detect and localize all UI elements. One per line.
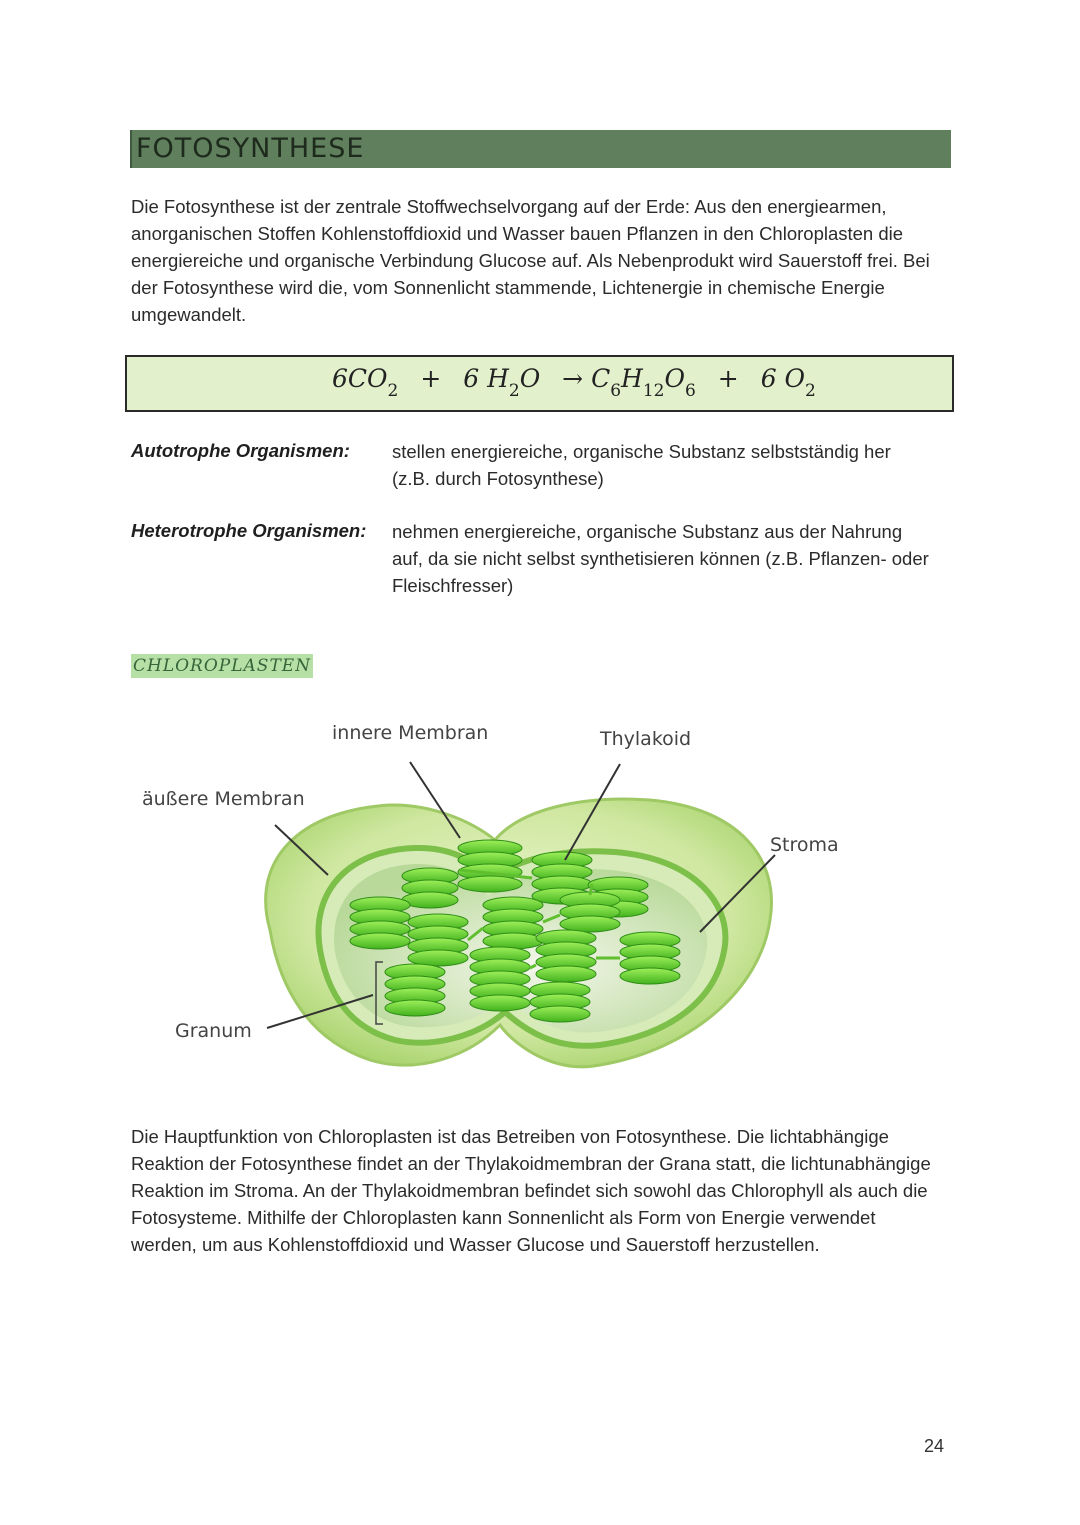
title-bar bbox=[130, 130, 951, 168]
intro-paragraph: Die Fotosynthese ist der zentrale Stoffwechselvorgang auf der Erde: Aus den energiearmen, anorganischen Stoffen Kohlenstoffdioxid und Wasser bauen Pflanzen in den Chloroplasten die energiereiche und organische Verbindung Glucose auf. Als Nebenprodukt wird Sauerstoff frei. Bei der Fotosynthese wird die, vom Sonnenlicht stammende, Lichtenergie in chemische Energie umgewandelt. bbox=[131, 196, 930, 325]
reaction-arrow: → bbox=[562, 364, 584, 393]
plus-sign-2: + bbox=[717, 364, 739, 393]
o2-formula: O bbox=[784, 364, 806, 393]
label-thylakoid: Thylakoid bbox=[600, 728, 692, 750]
label-inner-membrane: innere Membran bbox=[332, 722, 489, 744]
section-heading-chloroplasts: CHLOROPLASTEN bbox=[133, 656, 312, 676]
granum-stack bbox=[350, 897, 410, 949]
definition-text-autotroph: stellen energiereiche, organische Substanz selbstständig her (z.B. durch Fotosynthese) bbox=[392, 441, 891, 489]
page-number: 24 bbox=[924, 1436, 945, 1456]
granum-stack bbox=[470, 947, 530, 1011]
chloroplast-diagram bbox=[130, 700, 890, 1100]
co2-coefficient: 6 bbox=[332, 364, 348, 393]
granum-stack bbox=[620, 932, 680, 984]
glucose-c: C bbox=[591, 364, 611, 393]
label-outer-membrane: äußere Membran bbox=[142, 788, 305, 810]
label-stroma: Stroma bbox=[770, 834, 839, 856]
granum-stack bbox=[402, 868, 458, 908]
granum-stack bbox=[536, 930, 596, 982]
page-title: FOTOSYNTHESE bbox=[136, 133, 365, 164]
granum-stack bbox=[408, 914, 468, 966]
co2-subscript: 2 bbox=[387, 381, 399, 401]
glucose-o: O bbox=[664, 364, 685, 393]
h2o-h: H bbox=[487, 364, 509, 393]
o2-coefficient: 6 bbox=[760, 364, 777, 393]
h2o-o: O bbox=[519, 364, 541, 393]
granum-stack bbox=[483, 897, 543, 949]
plus-sign-1: + bbox=[420, 364, 442, 393]
granum-stack bbox=[530, 982, 590, 1022]
label-granum: Granum bbox=[175, 1020, 252, 1042]
o2-subscript: 2 bbox=[805, 381, 816, 401]
glucose-o-subscript: 6 bbox=[685, 381, 696, 401]
photosynthesis-equation bbox=[332, 364, 816, 401]
granum-stack bbox=[458, 840, 522, 892]
definition-text-heterotroph: nehmen energiereiche, organische Substanz aus der Nahrung auf, da sie nicht selbst synthetisieren können (z.B. Pflanzen- oder Fleischfresser) bbox=[392, 521, 929, 596]
chloroplast-paragraph: Die Hauptfunktion von Chloroplasten ist das Betreiben von Fotosynthese. Die lichtabhängige Reaktion der Fotosynthese findet an der Thylakoidmembran der Grana statt, die lichtunabhängige Reaktion im Stroma. An der Thylakoidmembran befindet sich sowohl das Chlorophyll als auch die Fotosysteme. Mithilfe der Chloroplasten kann Sonnenlicht als Form von Energie verwendet werden, um aus Kohlenstoffdioxid und Wasser Glucose und Sauerstoff herzustellen. bbox=[131, 1126, 931, 1255]
co2-formula: CO bbox=[347, 364, 388, 393]
granum-stack bbox=[385, 964, 445, 1016]
h2o-subscript: 2 bbox=[508, 381, 520, 401]
granum-stack bbox=[560, 892, 620, 932]
equation-box bbox=[125, 355, 954, 412]
glucose-h-subscript: 12 bbox=[642, 381, 665, 401]
definition-term-autotroph: Autotrophe Organismen: bbox=[131, 440, 350, 461]
h2o-coefficient: 6 bbox=[463, 364, 480, 393]
glucose-h: H bbox=[621, 364, 643, 393]
glucose-c-subscript: 6 bbox=[610, 381, 622, 401]
definition-term-heterotroph: Heterotrophe Organismen: bbox=[131, 520, 367, 541]
